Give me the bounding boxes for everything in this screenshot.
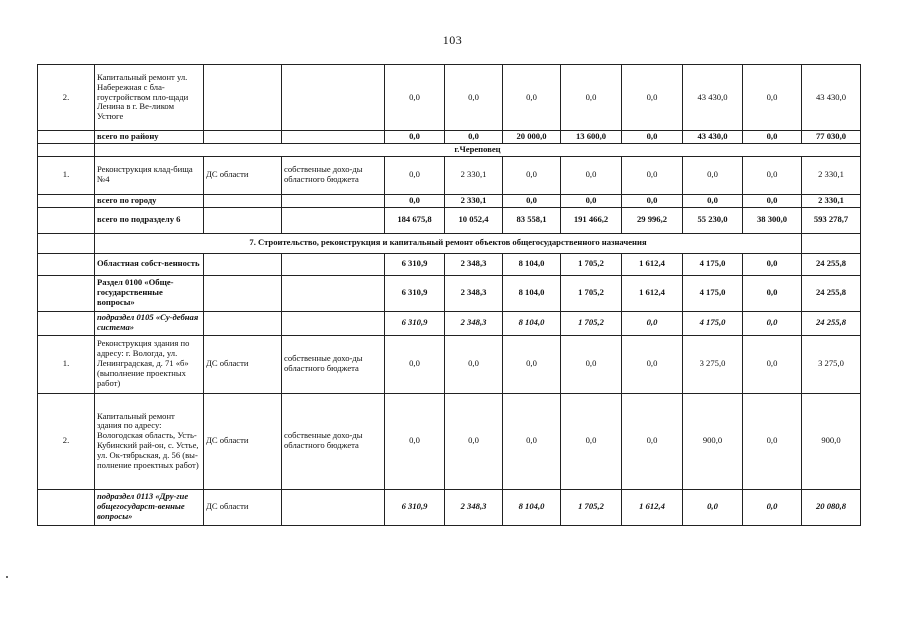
row-number: 2. xyxy=(38,393,95,489)
scan-speck xyxy=(6,576,8,578)
value-cell: 1 612,4 xyxy=(622,275,683,311)
value-cell: 8 104,0 xyxy=(503,253,561,275)
value-cell: 0,0 xyxy=(561,65,622,131)
total-label: всего по подразделу 6 xyxy=(95,207,204,233)
funding-type xyxy=(282,65,385,131)
table-row xyxy=(38,207,861,233)
value-cell: 0,0 xyxy=(445,65,503,131)
value-cell: 2 348,3 xyxy=(445,489,503,525)
value-cell: 1 705,2 xyxy=(561,311,622,335)
value-cell: 0,0 xyxy=(622,156,683,194)
value-cell: 0,0 xyxy=(622,335,683,393)
value-cell: 38 300,0 xyxy=(743,207,802,233)
table-row xyxy=(38,275,861,311)
value-cell: 2 330,1 xyxy=(445,194,503,207)
value-cell: 2 330,1 xyxy=(802,194,861,207)
city-heading: г.Череповец xyxy=(95,143,861,156)
value-cell: 6 310,9 xyxy=(385,489,445,525)
total-label: подраздел 0105 «Су-дебная система» xyxy=(95,311,204,335)
value-cell: 0,0 xyxy=(622,393,683,489)
value-cell: 0,0 xyxy=(683,194,743,207)
value-cell: 13 600,0 xyxy=(561,131,622,144)
funding-type: собственные дохо-ды областного бюджета xyxy=(282,393,385,489)
row-number: 1. xyxy=(38,156,95,194)
value-cell: 0,0 xyxy=(743,131,802,144)
table-row xyxy=(38,143,861,156)
value-cell: 43 430,0 xyxy=(683,65,743,131)
value-cell: 0,0 xyxy=(743,311,802,335)
value-cell: 6 310,9 xyxy=(385,311,445,335)
total-label: Областная собст-венность xyxy=(95,253,204,275)
value-cell: 0,0 xyxy=(385,156,445,194)
table-row xyxy=(38,65,861,131)
budget-table xyxy=(37,64,861,526)
value-cell: 2 348,3 xyxy=(445,253,503,275)
value-cell: 3 275,0 xyxy=(802,335,861,393)
value-cell: 77 030,0 xyxy=(802,131,861,144)
value-cell: 4 175,0 xyxy=(683,253,743,275)
value-cell: 0,0 xyxy=(385,393,445,489)
value-cell: 6 310,9 xyxy=(385,275,445,311)
value-cell: 0,0 xyxy=(561,393,622,489)
value-cell: 55 230,0 xyxy=(683,207,743,233)
value-cell: 0,0 xyxy=(561,156,622,194)
value-cell: 29 996,2 xyxy=(622,207,683,233)
value-cell: 0,0 xyxy=(445,131,503,144)
total-label: Раздел 0100 «Обще-государственные вопросы» xyxy=(95,275,204,311)
section-heading: 7. Строительство, реконструкция и капитальный ремонт объектов общегосударственного назначения xyxy=(95,233,802,253)
value-cell: 24 255,8 xyxy=(802,311,861,335)
value-cell: 0,0 xyxy=(683,489,743,525)
value-cell: 2 330,1 xyxy=(445,156,503,194)
value-cell: 0,0 xyxy=(622,194,683,207)
value-cell: 0,0 xyxy=(683,156,743,194)
value-cell: 10 052,4 xyxy=(445,207,503,233)
table-row xyxy=(38,233,861,253)
table-row xyxy=(38,131,861,144)
value-cell: 0,0 xyxy=(561,194,622,207)
value-cell: 43 430,0 xyxy=(683,131,743,144)
value-cell: 4 175,0 xyxy=(683,311,743,335)
value-cell: 20 080,8 xyxy=(802,489,861,525)
value-cell: 0,0 xyxy=(503,393,561,489)
value-cell: 24 255,8 xyxy=(802,275,861,311)
value-cell: 593 278,7 xyxy=(802,207,861,233)
funding-source: ДС области xyxy=(204,393,282,489)
value-cell: 0,0 xyxy=(743,489,802,525)
value-cell: 0,0 xyxy=(743,253,802,275)
value-cell: 0,0 xyxy=(385,335,445,393)
value-cell: 8 104,0 xyxy=(503,275,561,311)
value-cell: 2 348,3 xyxy=(445,311,503,335)
table-row xyxy=(38,489,861,525)
table-row xyxy=(38,156,861,194)
value-cell: 900,0 xyxy=(683,393,743,489)
value-cell: 0,0 xyxy=(445,393,503,489)
value-cell: 2 348,3 xyxy=(445,275,503,311)
object-name: Реконструкция клад-бища №4 xyxy=(95,156,204,194)
table-row xyxy=(38,393,861,489)
value-cell: 0,0 xyxy=(743,65,802,131)
funding-source xyxy=(204,65,282,131)
funding-source: ДС области xyxy=(204,489,282,525)
total-label: всего по району xyxy=(95,131,204,144)
value-cell: 4 175,0 xyxy=(683,275,743,311)
value-cell: 8 104,0 xyxy=(503,489,561,525)
value-cell: 0,0 xyxy=(622,311,683,335)
table-row xyxy=(38,335,861,393)
value-cell: 0,0 xyxy=(445,335,503,393)
value-cell: 0,0 xyxy=(622,65,683,131)
value-cell: 900,0 xyxy=(802,393,861,489)
value-cell: 1 612,4 xyxy=(622,253,683,275)
total-label: всего по городу xyxy=(95,194,204,207)
value-cell: 3 275,0 xyxy=(683,335,743,393)
funding-type: собственные дохо-ды областного бюджета xyxy=(282,156,385,194)
value-cell: 1 705,2 xyxy=(561,253,622,275)
value-cell: 0,0 xyxy=(385,131,445,144)
value-cell: 6 310,9 xyxy=(385,253,445,275)
funding-type: собственные дохо-ды областного бюджета xyxy=(282,335,385,393)
value-cell: 24 255,8 xyxy=(802,253,861,275)
funding-source: ДС области xyxy=(204,156,282,194)
value-cell: 1 705,2 xyxy=(561,489,622,525)
value-cell: 8 104,0 xyxy=(503,311,561,335)
value-cell: 0,0 xyxy=(743,275,802,311)
value-cell: 20 000,0 xyxy=(503,131,561,144)
value-cell: 1 705,2 xyxy=(561,275,622,311)
table-row xyxy=(38,253,861,275)
funding-source: ДС области xyxy=(204,335,282,393)
value-cell: 184 675,8 xyxy=(385,207,445,233)
page-number: 103 xyxy=(442,33,463,47)
value-cell: 0,0 xyxy=(743,335,802,393)
value-cell: 0,0 xyxy=(503,65,561,131)
object-name: Капитальный ремонт здания по адресу: Вологодская область, Усть-Кубинский рай-он, с. Устье, ул. Ок-тябрьская, д. 56 (вы-полнение проектных работ) xyxy=(95,393,204,489)
table-row xyxy=(38,311,861,335)
object-name: Капитальный ремонт ул. Набережная с бла-гоустройством пло-щади Ленина в г. Ве-ликом Устюге xyxy=(95,65,204,131)
value-cell: 43 430,0 xyxy=(802,65,861,131)
table-row xyxy=(38,194,861,207)
value-cell: 0,0 xyxy=(503,156,561,194)
value-cell: 2 330,1 xyxy=(802,156,861,194)
value-cell: 0,0 xyxy=(385,194,445,207)
total-label: подраздел 0113 «Дру-гие общегосударст-венные вопросы» xyxy=(95,489,204,525)
value-cell: 0,0 xyxy=(743,393,802,489)
value-cell: 0,0 xyxy=(743,156,802,194)
value-cell: 0,0 xyxy=(743,194,802,207)
value-cell: 0,0 xyxy=(561,335,622,393)
value-cell: 1 612,4 xyxy=(622,489,683,525)
value-cell: 83 558,1 xyxy=(503,207,561,233)
value-cell: 0,0 xyxy=(622,131,683,144)
value-cell: 0,0 xyxy=(385,65,445,131)
value-cell: 191 466,2 xyxy=(561,207,622,233)
object-name: Реконструкция здания по адресу: г. Вологда, ул. Ленинградская, д. 71 «б» (выполнение проектных работ) xyxy=(95,335,204,393)
row-number: 2. xyxy=(38,65,95,131)
value-cell: 0,0 xyxy=(503,194,561,207)
row-number: 1. xyxy=(38,335,95,393)
value-cell: 0,0 xyxy=(503,335,561,393)
